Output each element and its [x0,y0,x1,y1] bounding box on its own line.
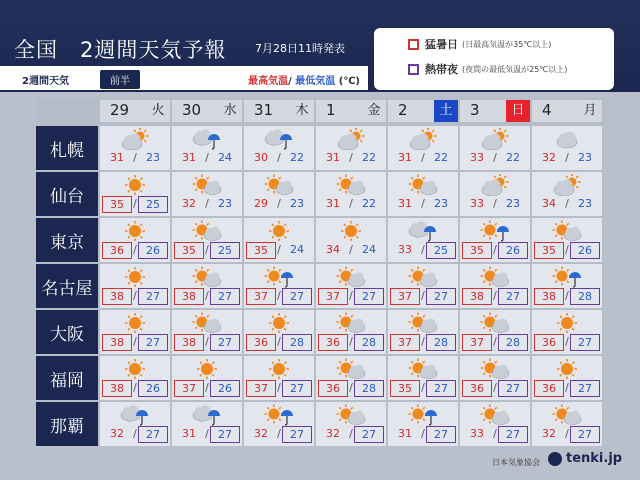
forecast-cell [244,126,314,170]
cloud-rain-icon [192,404,222,426]
min-temp: 23 [218,197,232,210]
max-temp: 38 [174,334,204,351]
max-temp: 33 [470,197,484,210]
forecast-cell [100,402,170,446]
max-temp: 31 [110,151,124,164]
min-temp: 23 [290,197,304,210]
sun-rain-icon [264,404,294,426]
sun-cloud-icon [192,312,222,334]
min-temp: 22 [362,197,376,210]
city-label: 東京 [36,218,98,262]
forecast-cell [460,402,530,446]
date-day: 3 [470,101,480,119]
forecast-cell [100,172,170,216]
max-temp: 32 [326,427,340,440]
sun-icon [552,358,582,380]
temp-separator: / [277,381,281,394]
sun-cloud-icon [552,220,582,242]
city-label: 札幌 [36,126,98,170]
date-header [388,100,458,122]
forecast-cell [100,218,170,262]
sun-rain-icon [480,220,510,242]
min-temp: 27 [138,288,168,305]
temp-separator: / [349,243,353,256]
temp-separator: / [565,289,569,302]
cloud-icon [552,128,582,150]
tenki-logo-icon [548,452,562,466]
temp-separator: / [565,243,569,256]
max-temp: 31 [398,197,412,210]
min-temp: 23 [146,151,160,164]
max-temp: 31 [182,427,196,440]
sun-cloud-icon [480,266,510,288]
date-header [244,100,314,122]
legend-night-note: (夜間の最低気温が25℃以上) [462,64,568,74]
max-temp: 36 [246,334,276,351]
max-temp: 32 [110,427,124,440]
forecast-cell [100,126,170,170]
temp-separator: / [493,427,497,440]
forecast-cell [316,402,386,446]
max-temp: 31 [398,151,412,164]
min-temp: 27 [138,426,168,443]
temp-separator: / [277,335,281,348]
max-temp: 38 [102,334,132,351]
sun-icon [264,312,294,334]
max-temp: 32 [254,427,268,440]
forecast-cell [388,402,458,446]
min-temp: 27 [282,380,312,397]
hot-square-icon [408,39,419,50]
min-temp: 27 [282,426,312,443]
date-weekday: 火 [151,103,165,118]
legend-night [384,61,604,77]
temp-separator: / [421,151,425,164]
min-temp: 27 [426,380,456,397]
cloud-sun-icon [336,128,366,150]
min-temp: 25 [426,242,456,259]
night-square-icon [408,64,419,75]
min-temp: 22 [434,151,448,164]
date-day: 30 [182,101,202,119]
forecast-cell [460,310,530,354]
min-temp: 26 [138,242,168,259]
min-temp: 27 [498,380,528,397]
cloud-rain-icon [120,404,150,426]
forecast-cell [388,356,458,400]
min-temp: 23 [578,197,592,210]
min-temp: 28 [354,380,384,397]
temp-separator: / [205,427,209,440]
min-temp: 22 [290,151,304,164]
city-label: 那覇 [36,402,98,446]
min-temp: 23 [506,197,520,210]
max-temp: 38 [102,288,132,305]
sun-cloud-icon [264,174,294,196]
sun-rain-icon [264,266,294,288]
max-temp: 36 [462,380,492,397]
min-temp: 27 [498,426,528,443]
temp-separator: / [277,197,281,210]
max-temp: 35 [102,196,132,213]
max-temp: 34 [326,243,340,256]
date-day: 29 [110,101,130,119]
issued-time: 7月28日11時発表 [255,42,345,55]
forecast-cell [244,356,314,400]
forecast-cell [388,218,458,262]
temp-separator: / [205,197,209,210]
forecast-cell [460,126,530,170]
cloud-rain-icon [192,128,222,150]
min-temp: 27 [426,426,456,443]
temp-separator: / [277,243,281,256]
temp-separator: / [133,197,137,210]
max-temp: 33 [398,243,412,256]
forecast-cell [244,402,314,446]
temp-separator: / [565,151,569,164]
sun-icon [264,358,294,380]
temp-separator: / [493,289,497,302]
forecast-cell [316,356,386,400]
temp-separator: / [493,335,497,348]
sun-cloud-icon [192,220,222,242]
sun-rain-icon [408,404,438,426]
cloud-rain-icon [264,128,294,150]
sun-rain-icon [552,266,582,288]
forecast-cell [172,356,242,400]
forecast-cell [532,310,602,354]
forecast-cell [316,172,386,216]
temp-separator: / [493,243,497,256]
max-temp: 37 [174,380,204,397]
max-temp: 33 [470,151,484,164]
forecast-cell [172,172,242,216]
legend-hot-note: (日最高気温が35℃以上) [462,39,552,49]
max-temp: 31 [182,151,196,164]
temp-separator: / [493,381,497,394]
forecast-cell [460,218,530,262]
max-temp: 38 [174,288,204,305]
forecast-cell [244,264,314,308]
sun-cloud-icon [552,404,582,426]
temp-separator: / [133,335,137,348]
min-temp: 26 [570,242,600,259]
temp-separator: / [565,427,569,440]
temp-separator: / [277,151,281,164]
city-label: 福岡 [36,356,98,400]
min-temp: 28 [498,334,528,351]
temp-separator: / [133,151,137,164]
temp-separator: / [349,427,353,440]
temp-separator: / [349,289,353,302]
forecast-cell [172,264,242,308]
date-header [532,100,602,122]
half-badge: 前半 [100,70,140,89]
max-temp: 32 [542,427,556,440]
date-day: 1 [326,101,336,119]
sun-icon [120,174,150,196]
forecast-cell [316,218,386,262]
forecast-cell [532,172,602,216]
forecast-cell [388,310,458,354]
date-weekday: 木 [295,103,309,118]
date-day: 2 [398,101,408,119]
sub-label: 2週間天気 [22,76,69,87]
forecast-cell [532,126,602,170]
sun-cloud-icon [336,312,366,334]
temp-separator: / [205,243,209,256]
sun-icon [120,358,150,380]
temp-separator: / [205,381,209,394]
max-temp: 36 [534,380,564,397]
date-day: 4 [542,101,552,119]
min-temp: 27 [498,288,528,305]
temp-separator: / [133,243,137,256]
city-label: 名古屋 [36,264,98,308]
temp-separator: / [565,381,569,394]
temp-separator: / [349,151,353,164]
cloud-sun-icon [480,128,510,150]
min-temp: 28 [282,334,312,351]
max-temp: 36 [534,334,564,351]
sun-cloud-icon [336,404,366,426]
temp-separator: / [205,151,209,164]
min-temp: 26 [498,242,528,259]
temp-separator: / [133,289,137,302]
forecast-cell [532,218,602,262]
min-temp: 26 [210,380,240,397]
temp-separator: / [349,381,353,394]
temp-legend-unit: (℃) [338,76,360,87]
forecast-cell [532,264,602,308]
temp-separator: / [421,381,425,394]
forecast-cell [100,356,170,400]
temp-separator: / [421,289,425,302]
temp-separator: / [277,289,281,302]
max-temp: 37 [462,334,492,351]
temp-separator: / [493,151,497,164]
city-label: 大阪 [36,310,98,354]
min-temp: 22 [506,151,520,164]
sub-bar [0,66,368,90]
sun-icon [120,220,150,242]
max-temp: 37 [390,288,420,305]
date-header [460,100,530,122]
sun-icon [336,220,366,242]
date-header [316,100,386,122]
min-temp: 27 [282,288,312,305]
cloud-sun-icon [408,128,438,150]
temp-separator: / [565,335,569,348]
max-temp: 38 [102,380,132,397]
max-temp: 37 [246,288,276,305]
forecast-cell [172,218,242,262]
temp-separator: / [277,427,281,440]
sun-cloud-icon [336,266,366,288]
date-day: 31 [254,101,274,119]
date-weekday: 水 [223,103,237,118]
max-temp: 35 [534,242,564,259]
min-temp: 24 [218,151,232,164]
max-temp: 32 [542,151,556,164]
min-temp: 27 [138,334,168,351]
sun-icon [120,266,150,288]
max-temp: 34 [542,197,556,210]
sun-cloud-icon [408,358,438,380]
sun-cloud-icon [336,358,366,380]
min-temp: 25 [210,242,240,259]
min-temp: 25 [138,196,168,213]
forecast-cell [316,264,386,308]
sun-icon [552,312,582,334]
min-temp: 27 [426,288,456,305]
temp-separator: / [349,335,353,348]
forecast-cell [172,402,242,446]
temp-separator: / [493,197,497,210]
forecast-cell [244,310,314,354]
sun-cloud-icon [192,174,222,196]
min-temp: 28 [570,288,600,305]
city-label: 仙台 [36,172,98,216]
date-header [172,100,242,122]
date-weekday: 土 [434,100,458,122]
legend-night-name: 熱帯夜 [425,63,458,76]
temp-separator: / [205,289,209,302]
legend-box [374,28,614,90]
max-temp: 37 [246,380,276,397]
temp-legend [248,72,360,87]
forecast-cell [172,126,242,170]
temp-legend-lo: 最低気温 [295,76,336,87]
temp-legend-sep: / [288,76,292,87]
footer-logo [548,451,622,466]
forecast-cell [388,172,458,216]
max-temp: 35 [174,242,204,259]
max-temp: 35 [390,380,420,397]
forecast-cell [100,310,170,354]
sun-cloud-icon [480,404,510,426]
sun-cloud-icon [336,174,366,196]
forecast-cell [460,264,530,308]
min-temp: 22 [362,151,376,164]
date-weekday: 金 [367,103,381,118]
forecast-cell [244,218,314,262]
date-header [100,100,170,122]
min-temp: 24 [362,243,376,256]
max-temp: 35 [246,242,276,259]
min-temp: 27 [354,288,384,305]
max-temp: 31 [398,427,412,440]
forecast-cell [388,264,458,308]
max-temp: 33 [470,427,484,440]
max-temp: 35 [462,242,492,259]
max-temp: 30 [254,151,268,164]
forecast-cell [100,264,170,308]
sun-icon [192,358,222,380]
min-temp: 27 [570,334,600,351]
sun-cloud-icon [480,312,510,334]
temp-separator: / [349,197,353,210]
date-weekday: 日 [506,100,530,122]
max-temp: 36 [318,380,348,397]
page-title: 全国 2週間天気予報 [14,38,227,62]
forecast-cell [388,126,458,170]
sun-cloud-icon [480,358,510,380]
forecast-cell [532,356,602,400]
max-temp: 29 [254,197,268,210]
sun-cloud-icon [408,312,438,334]
footer-brand: tenki.jp [566,451,623,466]
min-temp: 23 [578,151,592,164]
temp-separator: / [133,381,137,394]
max-temp: 37 [318,288,348,305]
max-temp: 38 [462,288,492,305]
min-temp: 23 [434,197,448,210]
forecast-cell [316,126,386,170]
min-temp: 27 [210,288,240,305]
legend-hot [384,36,604,52]
min-temp: 28 [426,334,456,351]
temp-separator: / [565,197,569,210]
cloud-sun-icon [480,174,510,196]
forecast-cell [460,356,530,400]
max-temp: 36 [318,334,348,351]
temp-separator: / [133,427,137,440]
cloud-sun-icon [552,174,582,196]
forecast-cell [316,310,386,354]
min-temp: 27 [210,334,240,351]
min-temp: 27 [354,426,384,443]
sun-cloud-icon [408,266,438,288]
min-temp: 24 [290,243,304,256]
legend-hot-name: 猛暑日 [425,38,458,51]
min-temp: 26 [138,380,168,397]
min-temp: 28 [354,334,384,351]
max-temp: 31 [326,197,340,210]
cloud-sun-icon [120,128,150,150]
cloud-rain-icon [408,220,438,242]
sun-cloud-icon [408,174,438,196]
temp-separator: / [421,335,425,348]
forecast-cell [244,172,314,216]
min-temp: 27 [570,380,600,397]
max-temp: 37 [390,334,420,351]
forecast-cell [532,402,602,446]
temp-separator: / [421,427,425,440]
min-temp: 27 [570,426,600,443]
temp-legend-hi: 最高気温 [248,76,289,87]
temp-separator: / [205,335,209,348]
sun-icon [264,220,294,242]
temp-separator: / [421,197,425,210]
date-weekday: 月 [583,103,597,118]
sun-cloud-icon [192,266,222,288]
forecast-cell [172,310,242,354]
max-temp: 32 [182,197,196,210]
temp-separator: / [421,243,425,256]
max-temp: 31 [326,151,340,164]
forecast-cell [460,172,530,216]
min-temp: 27 [210,426,240,443]
max-temp: 38 [534,288,564,305]
sun-icon [120,312,150,334]
max-temp: 36 [102,242,132,259]
footer-org: 日本気象協会 [492,458,540,467]
